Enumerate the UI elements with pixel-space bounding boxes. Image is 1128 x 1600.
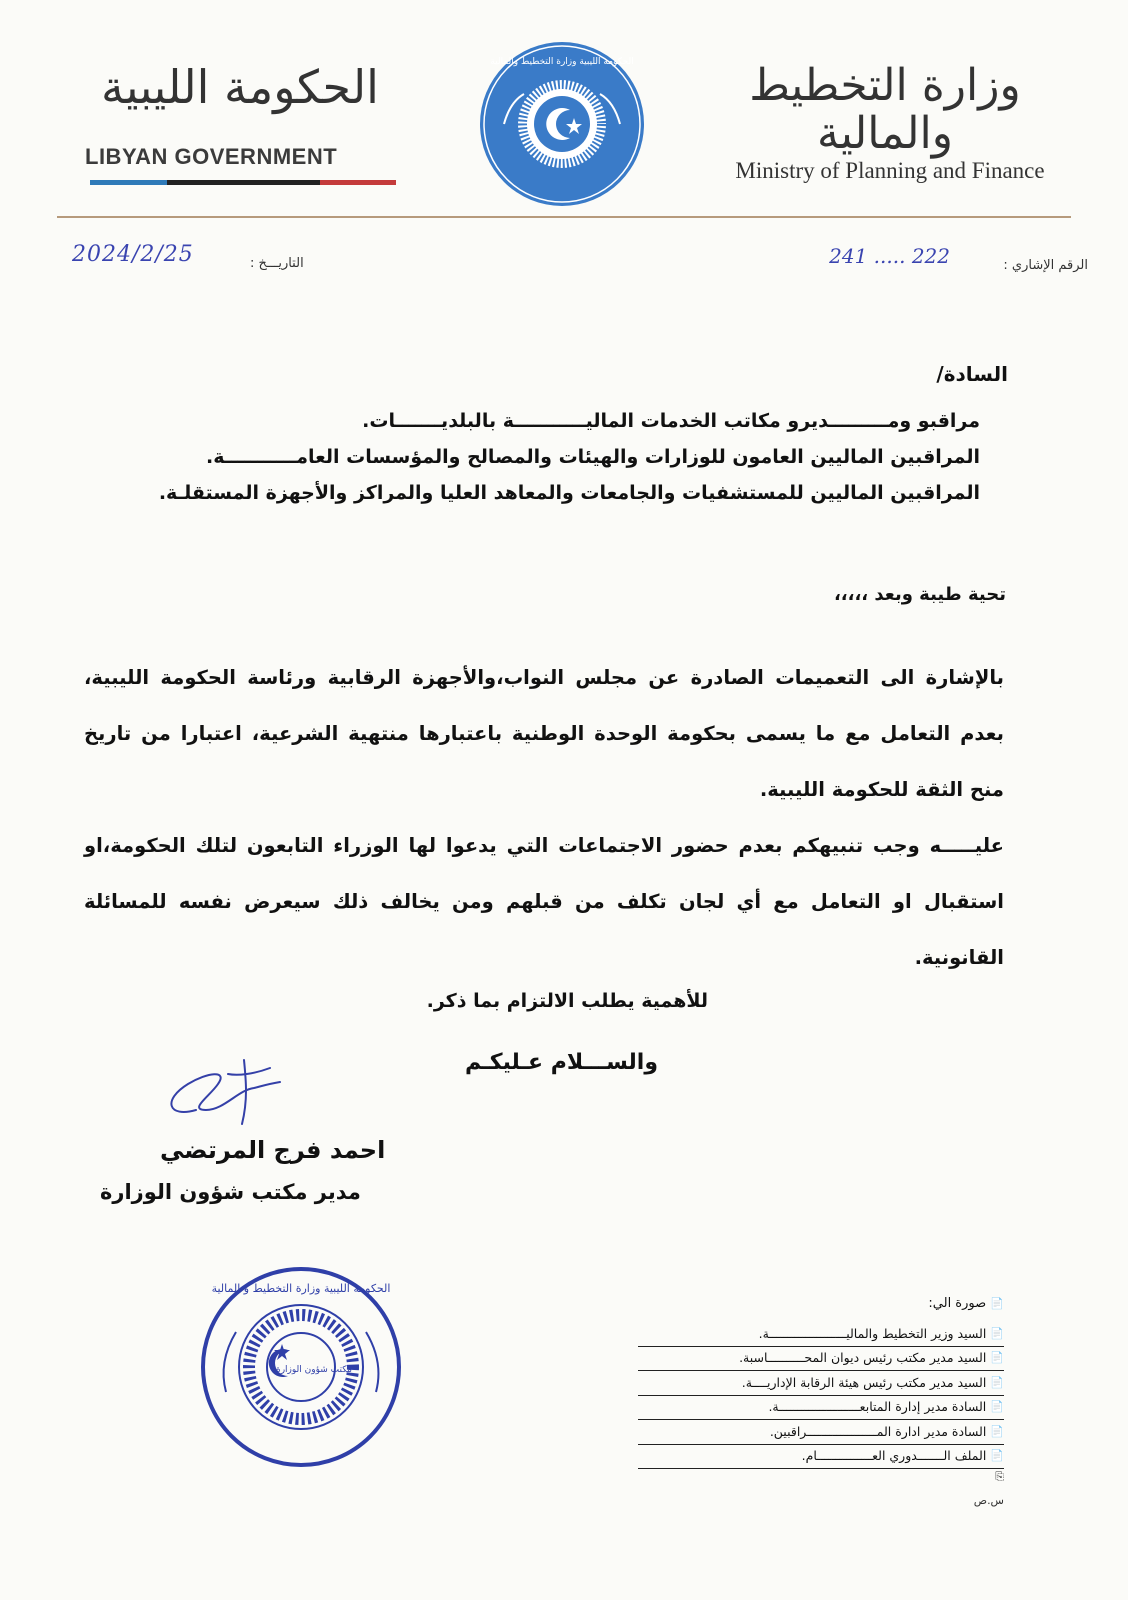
stamp-ring-text: الحكومة الليبية وزارة التخطيط و المالية <box>211 1282 391 1295</box>
cc-heading <box>928 1296 1004 1311</box>
reference-label: الرقم الإشاري : <box>1003 258 1088 273</box>
ministry-name-arabic: وزارة التخطيط والمالية <box>749 60 1021 160</box>
flag-stripe <box>320 180 397 185</box>
cc-item-text: السيد وزير التخطيط والماليـــــــــــــــــــــة. <box>758 1325 987 1341</box>
document-icon: 📄 <box>990 1424 1004 1438</box>
document-icon: 📄 <box>990 1400 1004 1414</box>
flag-color-bar <box>90 180 396 185</box>
cc-list <box>638 1322 1004 1469</box>
cc-list-item <box>638 1396 1004 1421</box>
recipient-line: المراقبين الماليين العامون للوزارات والهيئات والمصالح والمؤسسات العامـــــــــــة. <box>206 446 980 468</box>
date-value: 2024/2/25 <box>72 242 194 267</box>
greeting: تحية طيبة وبعد ،،،،، <box>833 584 1006 605</box>
cc-heading-label: صورة الي: <box>928 1296 987 1311</box>
flag-stripe <box>243 180 320 185</box>
government-name-english: LIBYAN GOVERNMENT <box>85 144 338 169</box>
document-icon: 📄 <box>990 1375 1004 1389</box>
cc-list-item <box>638 1445 1004 1470</box>
recipient-line: مراقبو ومـــــــــديرو مكاتب الخدمات الماليـــــــــــة بالبلديـــــــات. <box>362 410 980 432</box>
emblem-text: الحكومة الليبية وزارة التخطيط والمالية <box>490 57 634 67</box>
document-icon: 📄 <box>990 1351 1004 1365</box>
document-icon: 📄 <box>990 1449 1004 1463</box>
ministry-emblem-icon <box>478 40 646 208</box>
cc-item-text: السادة مدير إدارة المتابعــــــــــــــــــــــة. <box>768 1399 987 1415</box>
ministry-name-english: Ministry of Planning and Finance <box>735 158 1045 183</box>
cc-item-text: الملف الـــــــدوري العـــــــــــــــام. <box>801 1448 987 1464</box>
body-paragraph-1: بالإشارة الى التعميمات الصادرة عن مجلس النواب،والأجهزة الرقابية ورئاسة الحكومة الليبية، بعدم التعامل مع ما يسمى بحكومة الوحدة الوطنية باعتبارها منتهية الشرعية، اعتبارا من تاريخ منح الثقة للحكومة الليبية. <box>84 666 1004 801</box>
cc-item-text: السيد مدير مكتب رئيس ديوان المحــــــــــاسبة. <box>739 1350 987 1366</box>
stamp-center-text: مكتب شؤون الوزارة <box>275 1365 353 1375</box>
cc-item-text: السيد مدير مكتب رئيس هيئة الرقابة الإداريــــة. <box>741 1374 987 1390</box>
handwritten-signature-icon <box>158 1040 288 1130</box>
flag-stripe <box>167 180 244 185</box>
government-name-arabic: الحكومة الليبية <box>101 60 379 114</box>
header-divider <box>57 216 1071 218</box>
body-paragraph-2: عليـــــه وجب تنبيهكم بعدم حضور الاجتماعات التي يدعوا لها الوزراء التابعون لتلك الحكومة،او استقبال او التعامل مع أي لجان تكلف من قبلهم ومن يخالف ذلك سيعرض نفسه للمسائلة القانونية. <box>84 834 1004 969</box>
cc-item-text: السادة مدير ادارة المـــــــــــــــــــراقبين. <box>769 1423 987 1439</box>
cc-list-item <box>638 1420 1004 1445</box>
salutation: السادة/ <box>936 362 1008 386</box>
printer-icon: ⎘ <box>995 1470 1004 1483</box>
reference-number: 241 ..... 222 <box>829 244 950 268</box>
official-stamp-icon <box>196 1262 406 1472</box>
document-icon: 📄 <box>990 1297 1004 1310</box>
initials-mark: س.ص <box>973 1494 1004 1507</box>
cc-list-item <box>638 1371 1004 1396</box>
date-label: التاريـــخ : <box>250 256 304 271</box>
signatory-title: مدير مكتب شؤون الوزارة <box>100 1180 361 1204</box>
recipient-line: المراقبين الماليين للمستشفيات والجامعات والمعاهد العليا والمراكز والأجهزة المستقلـة. <box>158 482 980 504</box>
flag-stripe <box>90 180 167 185</box>
closing-request: للأهمية يطلب الالتزام بما ذكر. <box>426 990 708 1012</box>
signatory-name: احمد فرج المرتضي <box>160 1136 386 1164</box>
cc-list-item <box>638 1347 1004 1372</box>
cc-list-item <box>638 1322 1004 1347</box>
document-icon: 📄 <box>990 1326 1004 1340</box>
closing-salutation: والســـلام عـليكـم <box>465 1050 658 1075</box>
